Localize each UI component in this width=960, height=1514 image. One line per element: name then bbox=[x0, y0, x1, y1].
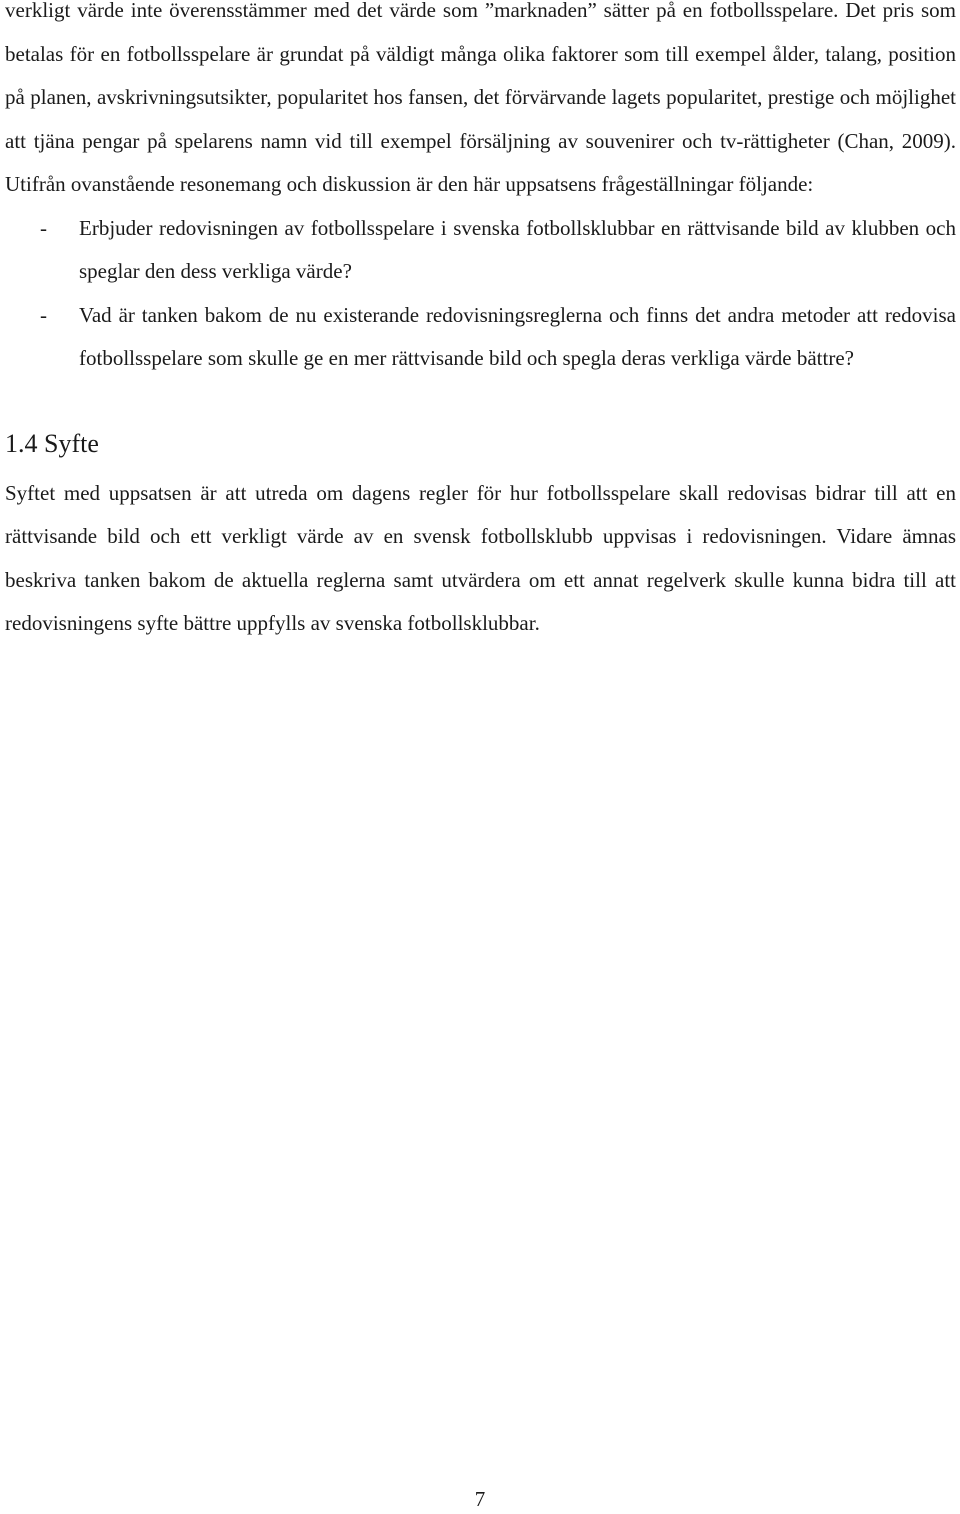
section-body: Syftet med uppsatsen är att utreda om dagens regler för hur fotbollsspelare skall redovisas bidrar till att en rättvisande bild och ett verkligt värde av en svensk fotbollsklubb uppvisas i redovisningen. Vidare ämnas beskriva tanken bakom de aktuella reglerna samt utvärdera om ett annat regelverk skulle kunna bidra till att redovisningens syfte bättre uppfylls av svenska fotbollsklubbar. bbox=[5, 480, 956, 635]
list-dash: - bbox=[40, 302, 47, 327]
page-number: 7 bbox=[474, 1487, 486, 1511]
document-page bbox=[5, 0, 956, 646]
question-text: Erbjuder redovisningen av fotbollsspelare i svenska fotbollsklubbar en rättvisande bild av klubben och speglar den dess verkliga värde? bbox=[79, 215, 956, 283]
section-heading: 1.4 Syfte bbox=[5, 428, 99, 458]
question-text: Vad är tanken bakom de nu existerande redovisningsreglerna och finns det andra metoder att redovisa fotbollsspelare som skulle ge en mer rättvisande bild och spegla deras verkliga värde bättre? bbox=[79, 302, 956, 370]
intro-paragraph: verkligt värde inte överensstämmer med det värde som ”marknaden” sätter på en fotbollsspelare. Det pris som betalas för en fotbollsspelare är grundat på väldigt många olika faktorer som till exempel ålder, talang, position på planen, avskrivningsutsikter, popularitet hos fansen, det förvärvande lagets popularitet, prestige och möjlighet att tjäna pengar på spelarens namn vid till exempel försäljning av souvenirer och tv-rättigheter (Chan, 2009). Utifrån ovanstående resonemang och diskussion är den här uppsatsens frågeställningar följande: bbox=[5, 0, 956, 196]
list-item bbox=[5, 207, 956, 294]
list-item bbox=[5, 294, 956, 381]
list-dash: - bbox=[40, 215, 47, 240]
research-questions-list bbox=[5, 207, 956, 381]
